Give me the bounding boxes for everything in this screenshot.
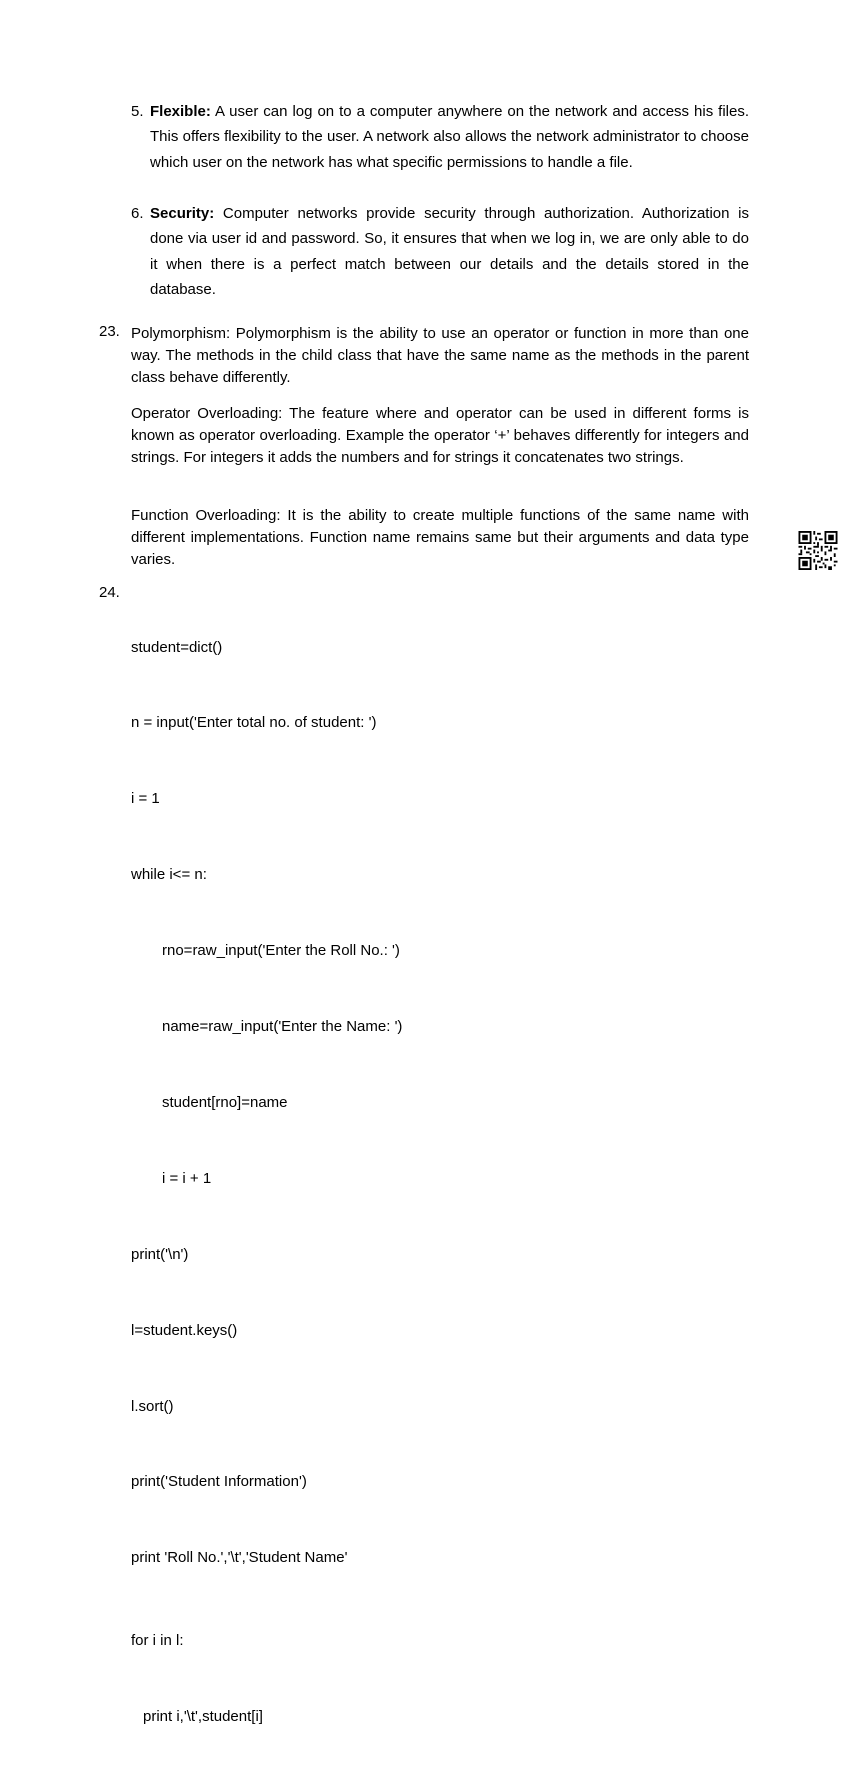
code-line: rno=raw_input('Enter the Roll No.: ') (162, 942, 400, 960)
list-heading: Security: (150, 205, 215, 222)
code-line: l=student.keys() (131, 1321, 238, 1339)
code-line: l.sort() (131, 1397, 174, 1415)
list-heading: Flexible: (150, 103, 211, 120)
code-line: for i in l: (131, 1632, 184, 1650)
qr-code-icon (798, 531, 838, 570)
code-line: n = input('Enter total no. of student: ') (131, 714, 377, 732)
list-item-flexible (131, 99, 750, 175)
list-item-security (131, 201, 750, 302)
code-line: while i<= n: (131, 866, 207, 884)
code-line: print('Student Information') (131, 1473, 307, 1491)
list-number: 5. (131, 103, 144, 120)
question-number: 23. (99, 323, 120, 340)
list-text: A user can log on to a computer anywhere on the network and access his files. This offers flexibility to the user. A network also allows the network administrator to choose which user on the network has what specific permissions to handle a file. (150, 103, 750, 171)
code-line: student[rno]=name (162, 1093, 288, 1111)
list-number: 6. (131, 205, 144, 222)
code-line: i = 1 (131, 790, 160, 808)
code-line: name=raw_input('Enter the Name: ') (162, 1018, 403, 1036)
code-block (131, 584, 402, 1780)
list-text: Computer networks provide security through authorization. Authorization is done via user id and password. So, it ensures that when we log in, we are only able to do it when there is a perfect match between our details and the details stored in the database. (150, 205, 750, 298)
paragraph-operator-overloading: Operator Overloading: The feature where and operator can be used in different forms is known as operator overloading. Example the operator ‘+’ behaves differently for integers and strings. For integers it adds the numbers and for strings it concatenates two strings. (131, 405, 749, 466)
paragraph-polymorphism: Polymorphism: Polymorphism is the ability to use an operator or function in more than one way. The methods in the child class that have the same name as the methods in the parent class behave differently. (131, 325, 749, 386)
code-line: print('\n') (131, 1245, 189, 1263)
code-line: print i,'\t',student[i] (143, 1708, 263, 1726)
question-number: 24. (99, 584, 120, 601)
code-line: print 'Roll No.','\t','Student Name' (131, 1549, 348, 1567)
paragraph-function-overloading: Function Overloading: It is the ability to create multiple functions of the same name with different implementations. Function name remains same but their arguments and data type varies. (131, 507, 749, 568)
code-line: i = i + 1 (162, 1169, 212, 1187)
code-line: student=dict() (131, 638, 223, 656)
